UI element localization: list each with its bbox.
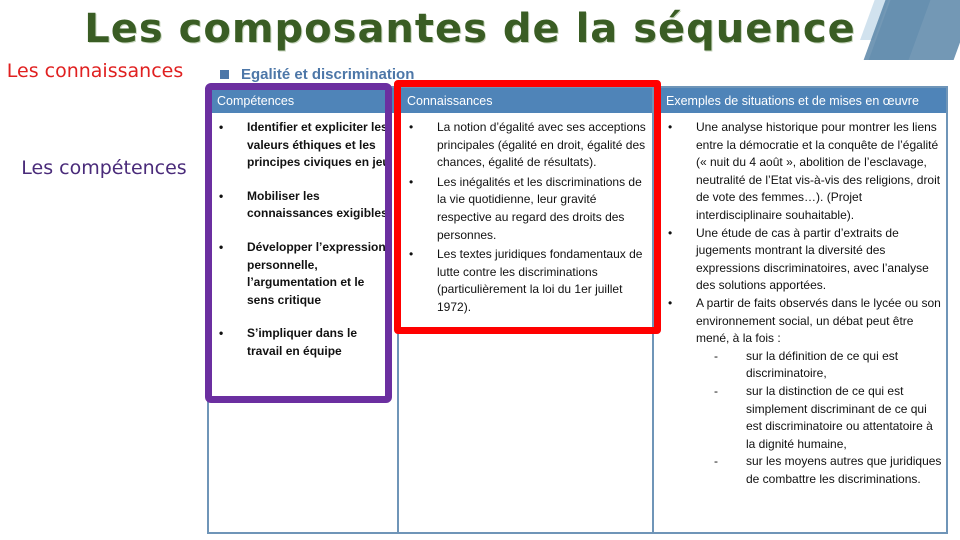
label-connaissances: Les connaissances xyxy=(6,60,184,82)
label-competences: Les compétences xyxy=(21,157,187,179)
slide-title: Les composantes de la séquence xyxy=(84,6,856,52)
list-item: • Développer l’expression personnelle, l’argumentation et le sens critique xyxy=(219,239,386,307)
sub-item: - sur la définition de ce qui est discriminatoire, xyxy=(714,348,899,381)
competences-highlight-frame xyxy=(205,83,392,403)
list-item: • Les inégalités et les discriminations de la vie quotidienne, leur gravité respective au regard des droits des personnes. xyxy=(409,174,642,242)
section-heading-text: Egalité et discrimination xyxy=(241,66,415,82)
list-item: • Une étude de cas à partir d’extraits de jugements montrant la diversité des expressions discriminatoires, avec l’analyse des solutions apportées. xyxy=(668,225,929,293)
list-item: • S’impliquer dans le travail en équipe xyxy=(219,326,358,358)
list-item: • Identifier et expliciter les valeurs éthiques et les principes civiques en jeu xyxy=(219,120,390,170)
section-heading xyxy=(220,66,414,82)
list-item: • Mobiliser les connaissances exigibles xyxy=(219,188,388,221)
column-header: Compétences xyxy=(209,88,397,113)
list-item: • A partir de faits observés dans le lycée ou son environnement social, un débat peut être mené, à la fois : xyxy=(668,295,941,346)
sub-item: - sur la distinction de ce qui est simplement discriminant de ce qui est discriminatoire ou attentatoire à la dignité humaine, xyxy=(714,383,933,451)
list-item: • Une analyse historique pour montrer les liens entre la démocratie et la conquête de l’égalité (« nuit du 4 août », abolition de l’esclavage, neutralité de l’Etat vis-à-vis des religions, droit de vote des femmes…). (Projet interdisciplinaire souhaitable). xyxy=(668,120,941,222)
column-exemples xyxy=(658,88,946,532)
list-item: • Les textes juridiques fondamentaux de lutte contre les discriminations (particulièrement la loi du 1er juillet 1972). xyxy=(409,247,643,314)
list-item: • La notion d’égalité avec ses acceptions principales (égalité en droit, égalité des chances, égalité de résultats). xyxy=(409,120,646,170)
square-bullet-icon xyxy=(220,70,229,79)
column-header: Exemples de situations et de mises en œuvre xyxy=(658,88,946,113)
sub-item: - sur les moyens autres que juridiques de combattre les discriminations. xyxy=(714,454,942,486)
connaissances-highlight-frame xyxy=(394,80,661,334)
column-header: Connaissances xyxy=(399,88,652,113)
